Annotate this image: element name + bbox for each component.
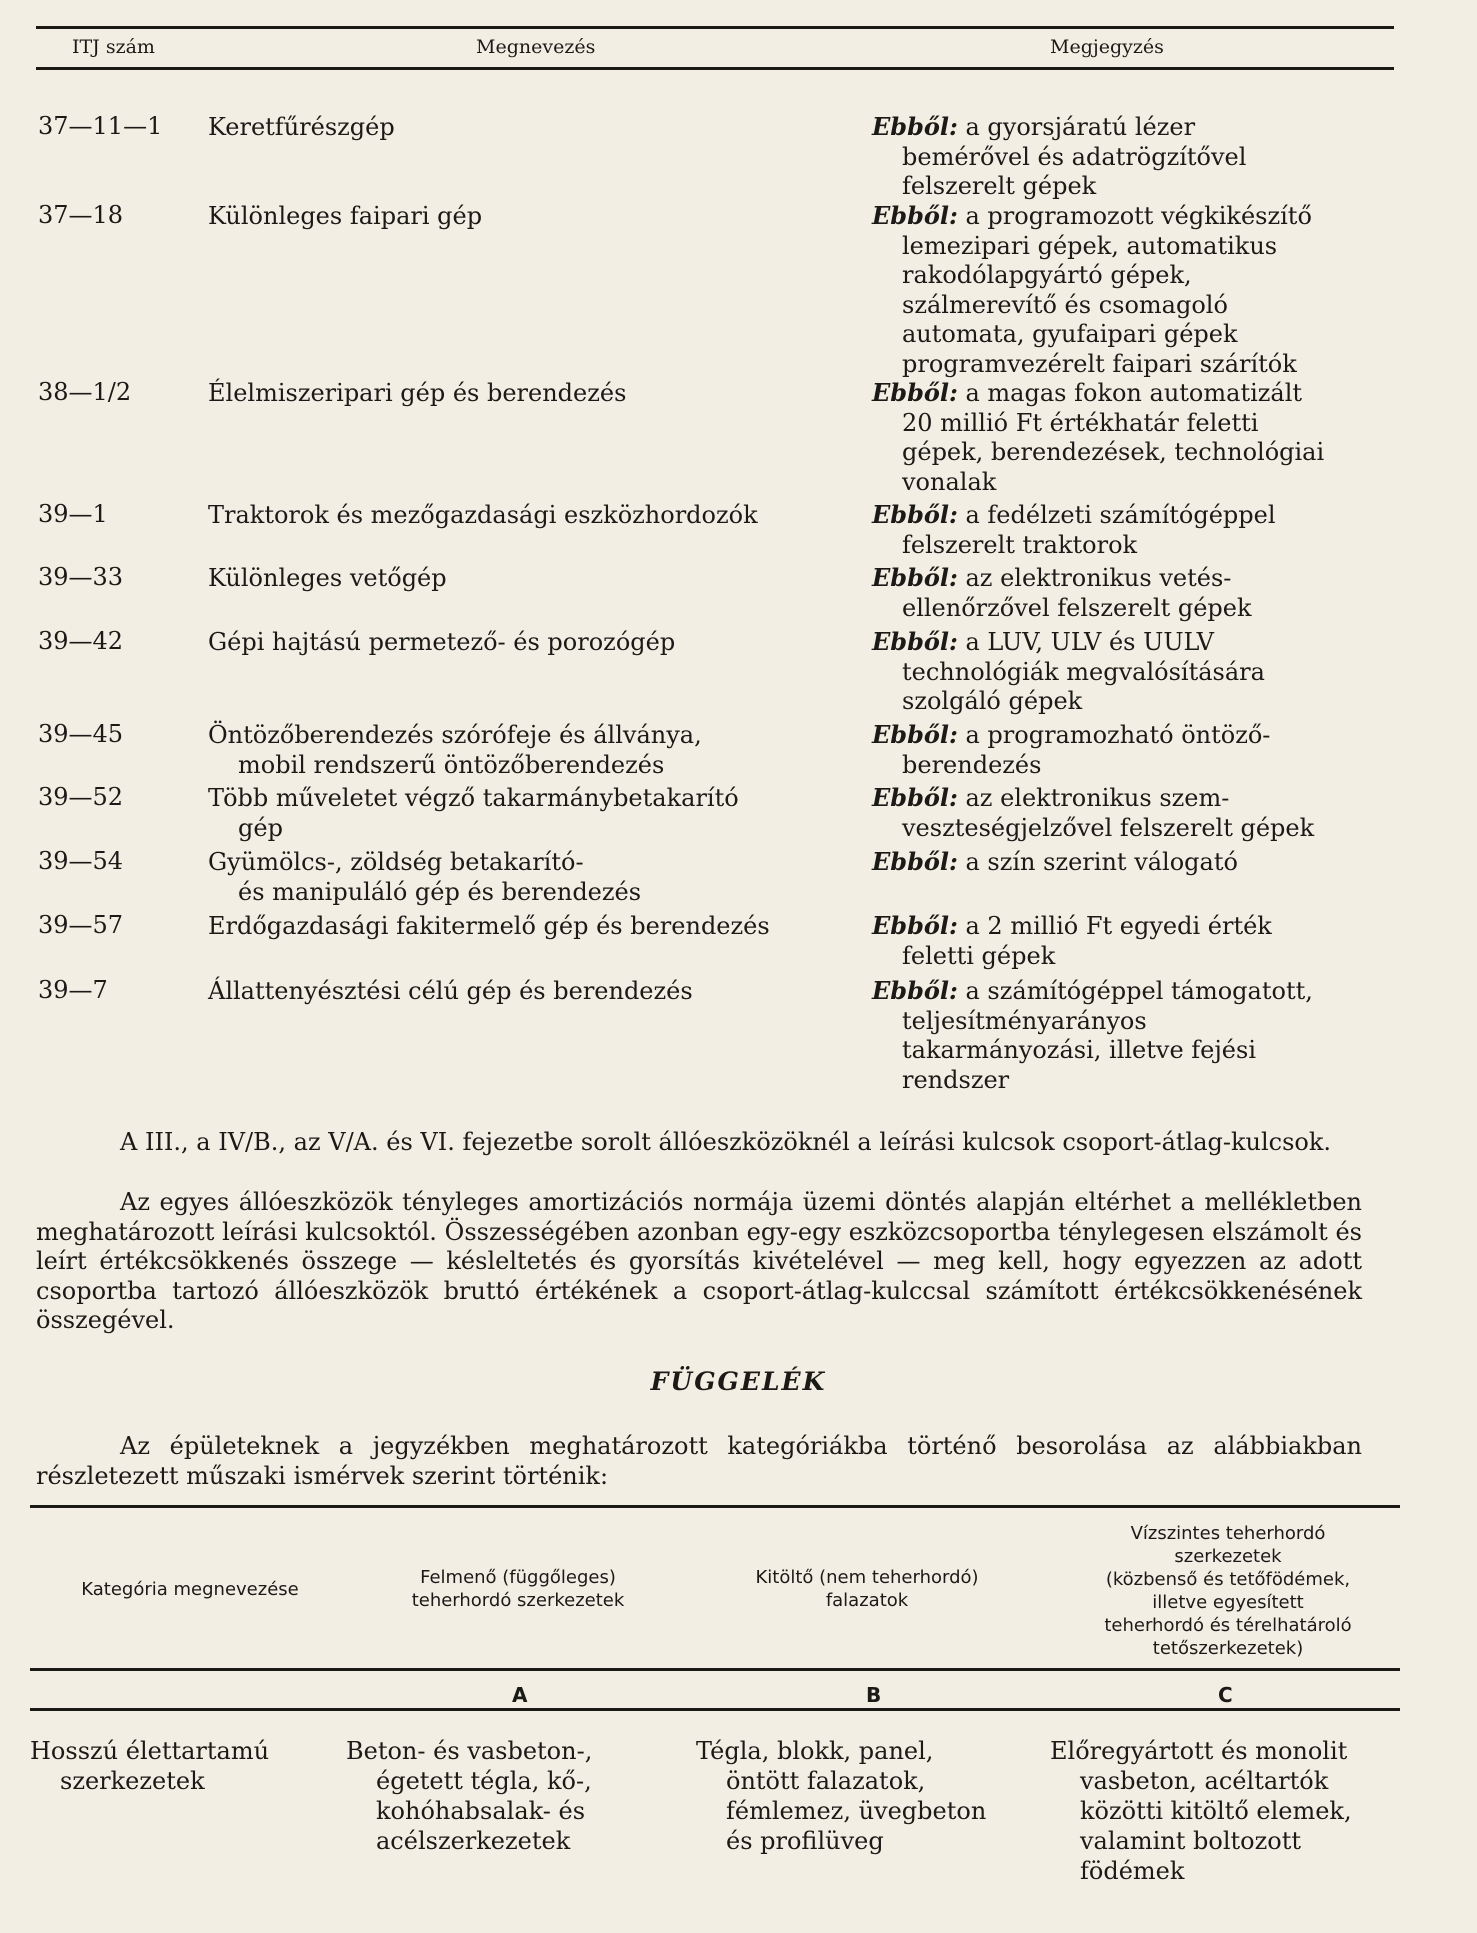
row-name: Öntözőberendezés szórófeje és állványa, mobil rendszerű öntözőberendezés	[208, 721, 702, 779]
paragraph-amortizacio: Az egyes állóeszközök tényleges amortizációs normája üzemi döntés alapján eltérhet a mellékletben meghatározott leírási kulcsoktól. Összességében azonban egy-egy eszközcsoportba ténylegesen elszámolt és leírt értékcsökkenés összege — késleltetés és gyorsítás kivételével — meg kell, hogy egyezzen az adott csoportba tartozó állóeszközök bruttó értékének a csoport-átlag-kulccsal számított értékcsökkenésének összegével.	[36, 1188, 1362, 1334]
row-name: Traktorok és mezőgazdasági eszközhordozók	[208, 501, 758, 529]
row-code: 39—52	[38, 783, 124, 811]
row-name: Különleges vetőgép	[208, 564, 447, 592]
table2-header-category: Kategória megnevezése	[81, 1579, 299, 1600]
row-note: Ebből: a fedélzeti számítógéppel felszerelt traktorok	[872, 500, 1276, 559]
row-note: Ebből: a programozott végkikészítő lemezipari gépek, automatikus rakodólapgyártó gépek, szálmerevítő és csomagoló automata, gyufaipari gépek programvezérelt faipari szárítók	[872, 201, 1312, 378]
appendix-intro: Az épületeknek a jegyzékben meghatározott kategóriákba történő besorolása az alábbiakban részletezett műszaki ismérvek szerint történik:	[36, 1432, 1362, 1490]
row-note: Ebből: a 2 millió Ft egyedi érték feletti gépek	[872, 911, 1272, 970]
row-note: Ebből: a gyorsjáratú lézer bemérővel és adatrögzítővel felszerelt gépek	[872, 112, 1247, 200]
header-megnevezes: Megnevezés	[476, 36, 596, 58]
header-itj-szam: ITJ szám	[72, 36, 155, 58]
row-name: Állattenyésztési célú gép és berendezés	[208, 977, 693, 1005]
row-code: 39—45	[38, 720, 124, 748]
row-code: 39—57	[38, 911, 124, 939]
row-name: Különleges faipari gép	[208, 202, 483, 230]
row-code: 39—7	[38, 976, 108, 1004]
table2-header-b: Kitöltő (nem teherhordó) falazatok	[755, 1567, 979, 1611]
table2-header-rule	[30, 1668, 1400, 1671]
cell-b: Tégla, blokk, panel, öntött falazatok, fémlemez, üvegbeton és profilüveg	[696, 1737, 987, 1855]
table2-header-c: Vízszintes teherhordó szerkezetek (közbenső és tetőfödémek, illetve egyesített teherhordó és térelhatároló tetőszerkezetek)	[1104, 1523, 1352, 1659]
row-code: 37—11—1	[38, 112, 163, 140]
row-note: Ebből: a LUV, ULV és UULV technológiák megvalósítására szolgáló gépek	[872, 627, 1265, 715]
row-code: 39—1	[38, 500, 108, 528]
header-rule	[36, 67, 1394, 70]
column-letter-b: B	[866, 1683, 882, 1707]
column-letter-c: C	[1218, 1683, 1233, 1707]
row-name: Keretfűrészgép	[208, 113, 395, 141]
row-code: 38—1/2	[38, 378, 132, 406]
table2-header-a: Felmenő (függőleges) teherhordó szerkezetek	[411, 1567, 625, 1611]
paragraph-leirasi-kulcsok: A III., a IV/B., az V/A. és VI. fejezetbe sorolt állóeszközöknél a leírási kulcsok csoport-átlag-kulcsok.	[120, 1128, 1332, 1156]
row-note: Ebből: a számítógéppel támogatott, teljesítményarányos takarmányozási, illetve fejési rendszer	[872, 976, 1313, 1094]
row-name: Erdőgazdasági fakitermelő gép és berendezés	[208, 912, 770, 940]
column-letter-a: A	[512, 1683, 528, 1707]
row-name: Gépi hajtású permetező- és porozógép	[208, 628, 676, 656]
header-megjegyzes: Megjegyzés	[1050, 36, 1164, 58]
row-note: Ebből: az elektronikus szem- veszteségjelzővel felszerelt gépek	[872, 783, 1315, 842]
top-rule	[36, 26, 1394, 29]
table2-top-rule	[30, 1505, 1400, 1508]
appendix-title: FÜGGELÉK	[650, 1367, 827, 1396]
table2-letter-rule	[30, 1708, 1400, 1711]
row-name: Élelmiszeripari gép és berendezés	[208, 379, 627, 407]
cell-a: Beton- és vasbeton-, égetett tégla, kő-, kohóhabsalak- és acélszerkezetek	[346, 1737, 593, 1855]
row-note: Ebből: a programozható öntöző- berendezés	[872, 720, 1271, 779]
cell-category: Hosszú élettartamú szerkezetek	[30, 1737, 270, 1795]
row-code: 39—54	[38, 847, 124, 875]
row-code: 39—42	[38, 627, 124, 655]
row-note: Ebből: a magas fokon automatizált 20 millió Ft értékhatár feletti gépek, berendezések, technológiai vonalak	[872, 378, 1325, 496]
cell-c: Előregyártott és monolit vasbeton, acéltartók közötti kitöltő elemek, valamint boltozott födémek	[1050, 1737, 1352, 1885]
row-code: 39—33	[38, 563, 124, 591]
row-code: 37—18	[38, 201, 124, 229]
row-note: Ebből: a szín szerint válogató	[872, 847, 1238, 876]
row-name: Több műveletet végző takarmánybetakarító gép	[208, 784, 739, 842]
row-name: Gyümölcs-, zöldség betakarító- és manipuláló gép és berendezés	[208, 848, 642, 906]
row-note: Ebből: az elektronikus vetés- ellenőrzővel felszerelt gépek	[872, 563, 1252, 622]
